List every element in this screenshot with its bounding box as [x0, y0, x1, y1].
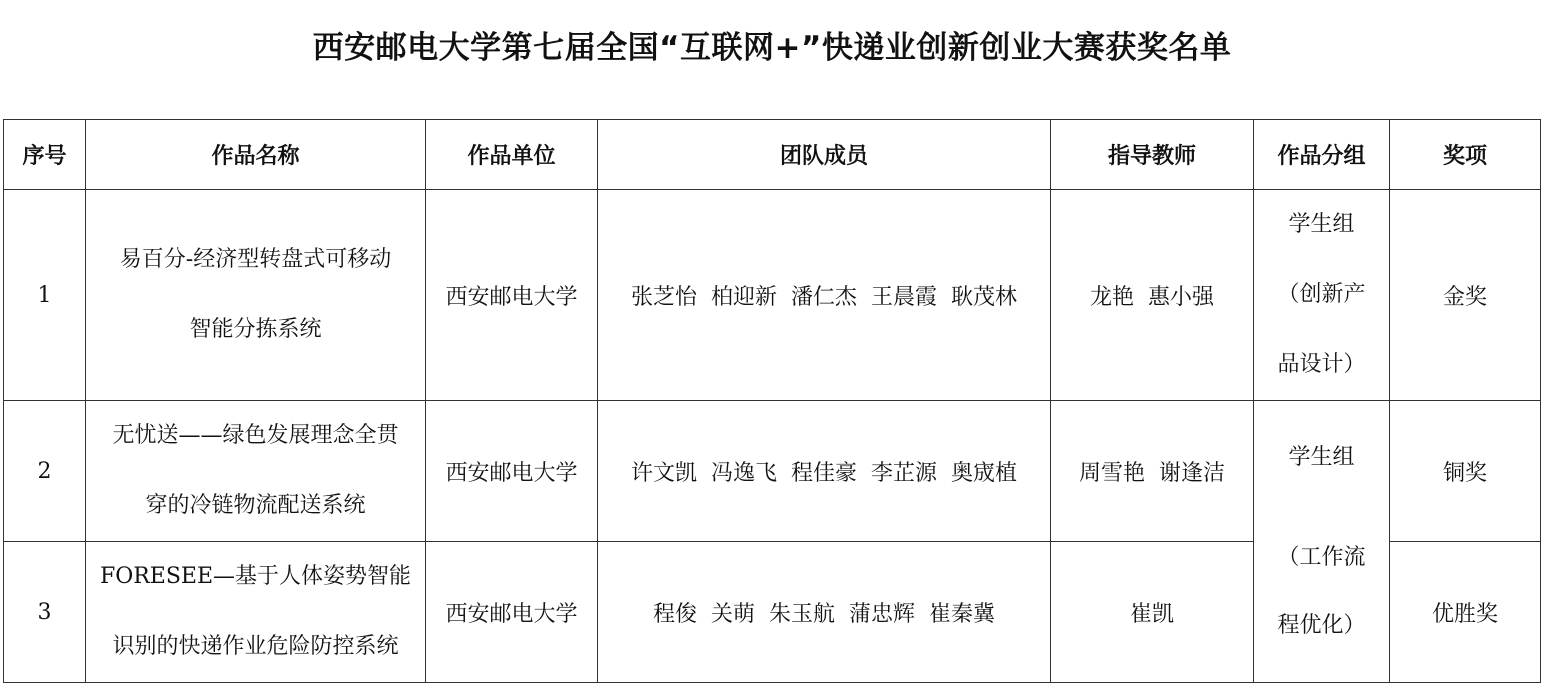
header-group: 作品分组 [1254, 120, 1390, 190]
member-name: 蒲忠辉 [849, 601, 916, 627]
member-name: 冯逸飞 [710, 460, 777, 486]
group-line: 品设计） [1277, 352, 1366, 377]
member-name: 朱玉航 [768, 601, 835, 627]
header-teachers: 指导教师 [1051, 120, 1254, 190]
table-row [4, 401, 1541, 542]
work-name-line: 易百分-经济型转盘式可移动 [119, 247, 392, 272]
table-row [4, 190, 1541, 401]
award-table [3, 119, 1541, 683]
cell-unit: 西安邮电大学 [426, 401, 598, 542]
cell-teachers [1051, 190, 1254, 401]
cell-award: 优胜奖 [1390, 542, 1541, 683]
member-name: 潘仁杰 [790, 284, 857, 310]
cell-index: 3 [4, 542, 86, 683]
group-line: 程优化） [1277, 612, 1366, 638]
member-name: 程俊 [652, 601, 697, 627]
member-name: 耿茂林 [951, 284, 1018, 310]
member-name: 张芝怡 [630, 284, 697, 310]
table-header-row [4, 120, 1541, 190]
member-name: 关萌 [710, 601, 755, 627]
header-index: 序号 [4, 120, 86, 190]
cell-index: 2 [4, 401, 86, 542]
member-name: 李芷源 [871, 460, 938, 486]
cell-work-name [86, 190, 426, 401]
member-name: 奥宬植 [951, 460, 1018, 486]
header-award: 奖项 [1390, 120, 1541, 190]
member-name: 崔秦冀 [929, 601, 996, 627]
work-name-line: 穿的冷链物流配送系统 [145, 493, 366, 518]
page-title: 西安邮电大学第七届全国“互联网+”快递业创新创业大赛获奖名单 [312, 30, 1232, 66]
member-name: 许文凯 [630, 460, 697, 486]
teacher-name: 周雪艳 [1078, 460, 1145, 486]
cell-members [598, 542, 1051, 683]
group-line: 学生组 [1288, 444, 1355, 470]
group-line: （创新产 [1277, 282, 1366, 307]
work-name-line: 识别的快递作业危险防控系统 [112, 634, 399, 659]
cell-index: 1 [4, 190, 86, 401]
cell-members [598, 190, 1051, 401]
cell-award: 金奖 [1390, 190, 1541, 401]
cell-unit: 西安邮电大学 [426, 542, 598, 683]
work-name-line: 无忧送——绿色发展理念全贯 [112, 423, 399, 448]
header-members: 团队成员 [598, 120, 1051, 190]
cell-group [1254, 401, 1390, 683]
member-name: 柏迎新 [710, 284, 777, 310]
work-name-line: 智能分拣系统 [189, 317, 322, 342]
cell-work-name [86, 542, 426, 683]
cell-unit: 西安邮电大学 [426, 190, 598, 401]
cell-members [598, 401, 1051, 542]
cell-group [1254, 190, 1390, 401]
teacher-name: 谢逢洁 [1159, 460, 1226, 486]
header-work-name: 作品名称 [86, 120, 426, 190]
teacher-name: 崔凯 [1129, 601, 1174, 627]
teacher-name: 惠小强 [1148, 284, 1215, 310]
member-name: 王晨霞 [871, 284, 938, 310]
group-line: 学生组 [1288, 212, 1355, 237]
cell-teachers [1051, 401, 1254, 542]
member-name: 程佳豪 [790, 460, 857, 486]
cell-award: 铜奖 [1390, 401, 1541, 542]
cell-work-name [86, 401, 426, 542]
work-name-line: FORESEE—基于人体姿势智能 [99, 564, 412, 589]
cell-teachers [1051, 542, 1254, 683]
teacher-name: 龙艳 [1089, 284, 1134, 310]
group-line: （工作流 [1277, 544, 1366, 570]
header-unit: 作品单位 [426, 120, 598, 190]
